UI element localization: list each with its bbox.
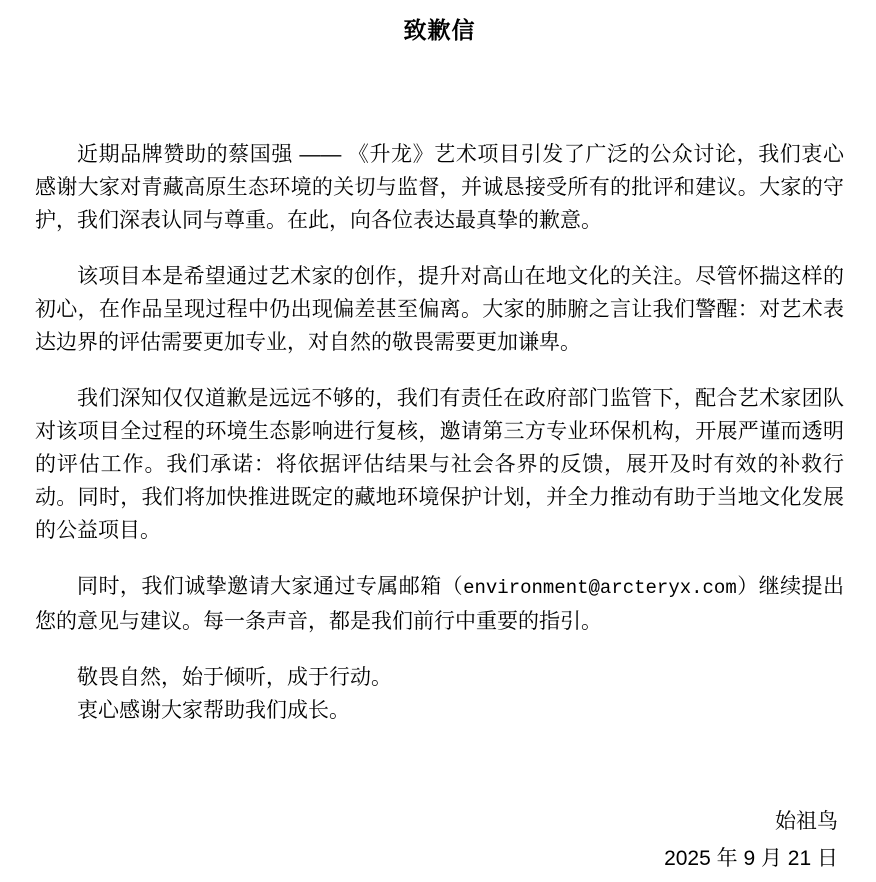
letter-paragraph-2: 该项目本是希望通过艺术家的创作，提升对高山在地文化的关注。尽管怀揣这样的初心，在作品呈现过程中仍出现偏差甚至偏离。大家的肺腑之言让我们警醒：对艺术表达边界的评估需要更加专业，对自然的敬畏需要更加谦卑。: [35, 265, 844, 354]
signature: 始祖鸟: [775, 810, 838, 833]
email-paragraph-after: ）继续提出您的意见与建议。每一条声音，都是我们前行中重要的指引。: [35, 575, 844, 633]
date: 2025 年 9 月 21 日: [664, 847, 838, 870]
letter-paragraph-3: 我们深知仅仅道歉是远远不够的，我们有责任在政府部门监管下，配合艺术家团队对该项目全过程的环境生态影响进行复核，邀请第三方专业环保机构，开展严谨而透明的评估工作。我们承诺：将依据评估结果与社会各界的反馈，展开及时有效的补救行动。同时，我们将加快推进既定的藏地环境保护计划，并全力推动有助于当地文化发展的公益项目。: [35, 387, 844, 542]
email-paragraph-before: 同时，我们诚挚邀请大家通过专属邮箱（: [77, 575, 464, 598]
signature-block: [35, 803, 844, 877]
closing-line-2: 衷心感谢大家帮助我们成长。: [77, 699, 350, 722]
closing-lines: [35, 661, 844, 727]
letter-body: [35, 138, 844, 638]
email-address: environment@arcteryx.com: [463, 577, 737, 599]
letter-paragraph-email: [35, 570, 844, 638]
closing-line-1: 敬畏自然，始于倾听，成于行动。: [77, 666, 392, 689]
letter-paragraph-1: 近期品牌赞助的蔡国强 —— 《升龙》艺术项目引发了广泛的公众讨论，我们衷心感谢大家对青藏高原生态环境的关切与监督，并诚恳接受所有的批评和建议。大家的守护，我们深表认同与尊重。在此，向各位表达最真挚的歉意。: [35, 143, 844, 232]
page-title: 致歉信: [403, 17, 476, 43]
